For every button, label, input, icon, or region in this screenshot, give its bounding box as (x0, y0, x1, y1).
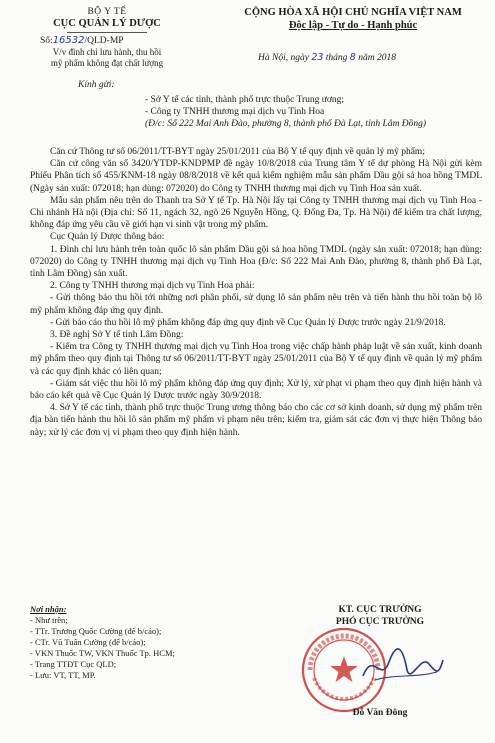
body-paragraph: - Kiểm tra Công ty TNHH thương mại dịch vụ Tinh Hoa trong việc chấp hành pháp luật về sản xuất, kinh doanh mỹ phẩm theo quy định tại Thông tư số 06/2011/TT-BYT ngày 25/01/2011 của Bộ Y tế quy định về quản lý mỹ phẩm và các quy định khác có liên quan; (30, 342, 482, 377)
signer-title-1: KT. CỤC TRƯỞNG (338, 605, 422, 615)
distribution-item: - TTr. Trương Quốc Cường (để b/cáo); (30, 626, 162, 636)
subject-line-1: V/v đình chỉ lưu hành, thu hồi (52, 47, 162, 57)
national-header (218, 6, 488, 32)
signer-name: Đỗ Văn Đông (352, 708, 408, 718)
doc-number-suffix: /QLD-MP (84, 36, 124, 46)
body-paragraph: 2. Công ty TNHH thương mại dịch vụ Tinh Hoa phải: (50, 281, 255, 292)
national-motto: Độc lập - Tự do - Hạnh phúc (288, 20, 418, 31)
greeting: Kính gửi: (78, 80, 115, 90)
body-paragraph: Căn cứ Thông tư số 06/2011/TT-BYT ngày 25/01/2011 của Bộ Y tế quy định về quản lý mỹ phẩm; (50, 147, 425, 157)
nation-name: CỘNG HÒA XÃ HỘI CHỦ NGHĨA VIỆT NAM (244, 7, 462, 18)
date-year: năm 2018 (358, 53, 396, 63)
recipient-list (145, 94, 490, 130)
distribution-title: Nơi nhận: (30, 604, 67, 614)
date-prefix: Hà Nội, ngày (258, 53, 309, 63)
document-number (22, 35, 192, 47)
body-paragraph: Căn cứ công văn số 3420/YTDP-KNDPMP đề ngày 10/8/2018 của Trung tâm Y tế dự phòng Hà Nội gửi kèm Phiếu Phân tích số 455/KNM-18 ngày 08/8/2018 về kết quả kiểm nghiệm mẫu sản phẩm Dầu gội sả hoa hồng TMDL (Ngày sản xuất: 072018; hạn dùng: 072020) do Công ty TNHH thương mại dịch vụ Tinh Hoa sản xuất. (30, 159, 482, 194)
recipient-address: (Đ/c: Số 222 Mai Anh Đào, phường 8, thành phố Đà Lạt, tỉnh Lâm Đồng) (145, 119, 427, 129)
body-paragraph: Mẫu sản phẩm nêu trên do Thanh tra Sở Y tế Tp. Hà Nội lấy tại Công ty TNHH thương mại dịch vụ Tinh Hoa - Chi nhánh Hà nội (Địa chỉ: Số 11, ngách 32, ngõ 26 Nguyễn Hồng, Q. Đống Đa, Tp. Hà Nội) để kiểm tra chất lượng, không đáp ứng yêu cầu về giới hạn vi sinh vật trong mỹ phẩm. (30, 195, 482, 231)
doc-number-prefix: Số: (40, 36, 53, 46)
date-month: 8 (349, 52, 356, 63)
subject-line-2: mỹ phẩm không đạt chất lượng (50, 58, 164, 68)
distribution-item: - Như trên; (30, 615, 68, 625)
distribution-item: - Trang TTĐT Cục QLD; (30, 659, 117, 669)
body-paragraph: Cục Quản lý Dược thông báo: (50, 232, 165, 243)
body-paragraph: 4. Sở Y tế các tỉnh, thành phố trực thuộc Trung ương thông báo cho các cơ sở kinh doanh, sử dụng mỹ phẩm trên địa bàn tiến hành thu hồi lô sản phẩm mỹ phẩm vi phạm nêu trên; kiểm tra, giám sát các đơn vị thực hiện Thông báo này; xử lý các đơn vị vi phạm theo quy định hiện hành. (30, 403, 482, 438)
body-paragraph: 3. Đề nghị Sở Y tế tỉnh Lâm Đồng: (50, 330, 184, 341)
body-paragraph: 1. Đình chỉ lưu hành trên toàn quốc lô sản phẩm Dầu gội sả hoa hồng TMDL (ngày sản xuất: 072018; hạn dùng: 072020) do Công ty TNHH thương mại dịch vụ Tinh Hoa (Đ/c: Số 222 Mai Anh Đào, phường 8, thành phố Đà Lạt, tỉnh Lâm Đồng) sản xuất. (30, 244, 482, 280)
body-paragraph: - Gửi báo cáo thu hồi lô mỹ phẩm không đáp ứng quy định về Cục Quản lý Dược trước ngày 21/9/2018. (50, 317, 446, 328)
recipient-2: - Công ty TNHH thương mại dịch vụ Tinh Hoa (145, 107, 325, 117)
distribution-item: - Lưu: VT, TT, MP. (30, 670, 96, 680)
distribution-item: - VKN Thuốc TW, VKN Thuốc Tp. HCM; (30, 648, 175, 658)
doc-number-handwritten: 16532 (52, 35, 85, 46)
signature-block (285, 604, 475, 628)
header-underline (67, 31, 147, 34)
distribution-list (30, 604, 175, 681)
issuing-organization: CỤC QUẢN LÝ DƯỢC (53, 18, 161, 29)
recipient-1: - Sở Y tế các tỉnh, thành phố trực thuộc Trung ương; (145, 95, 345, 105)
distribution-item: - CTr. Vũ Tuấn Cường (để b/cáo); (30, 637, 146, 647)
body-paragraph: - Giám sát việc thu hồi lô mỹ phẩm không đáp ứng quy định; Xử lý, xử phạt vi phạm theo quy định hiện hành và báo cáo kết quả về Cục Quản lý Dược trước ngày 30/9/2018. (30, 378, 482, 402)
document-body (30, 146, 482, 439)
parent-organization: BỘ Y TẾ (87, 7, 127, 17)
document-date (258, 52, 396, 63)
date-day: 23 (311, 52, 324, 63)
handwritten-signature-icon (355, 640, 445, 690)
issuer-header (22, 6, 192, 69)
body-paragraph: - Gửi thông báo thu hồi tới những nơi phân phối, sử dụng lô sản phẩm nêu trên và tiến hành thu hồi toàn bộ lô mỹ phẩm không đáp ứng quy định. (30, 293, 482, 316)
signer-title-2: PHÓ CỤC TRƯỞNG (335, 617, 425, 627)
date-month-label: tháng (325, 53, 348, 63)
